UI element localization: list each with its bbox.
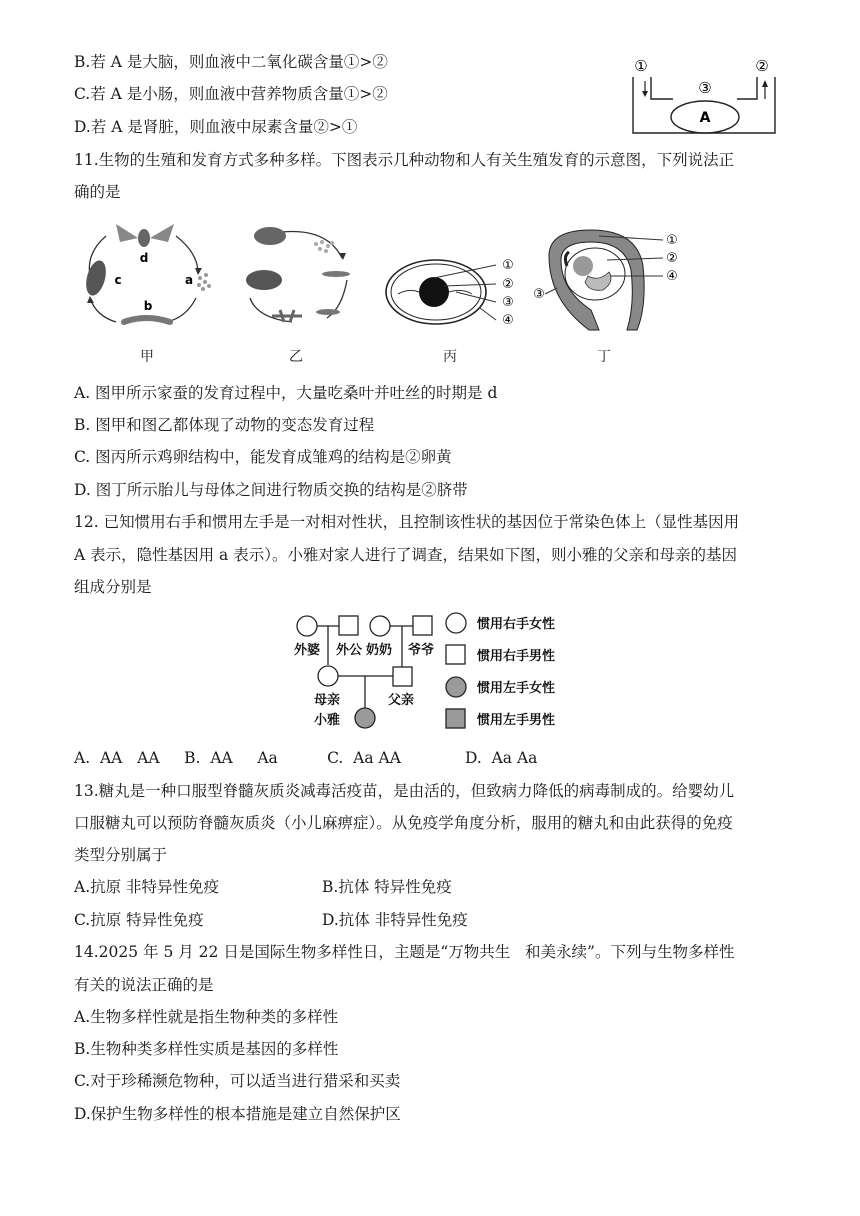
legend-right-handed-male: 惯用右手男性 bbox=[477, 649, 556, 664]
q10-organ-label: A bbox=[699, 110, 711, 126]
fig-jia-label-b: b bbox=[143, 299, 153, 313]
fig-yi-caption: 乙 bbox=[289, 349, 303, 365]
fig-ding-fetus bbox=[533, 226, 693, 341]
q13-stem-line2: 口服糖丸可以预防脊髓灰质炎（小儿麻痹症）。从免疫学角度分析，服用的糖丸和由此获得的免疫 bbox=[74, 814, 733, 832]
fig-jia-silkworm-cycle bbox=[76, 218, 216, 333]
legend-left-handed-male: 惯用左手男性 bbox=[477, 713, 556, 728]
q10-option-d: D.若 A 是肾脏，则血液中尿素含量②>① bbox=[74, 118, 358, 136]
fig-bing-marker-1: ① bbox=[502, 258, 514, 273]
fig-ding-marker-4: ④ bbox=[666, 269, 678, 284]
q11-stem-line1: 11.生物的生殖和发育方式多种多样。下图表示几种动物和人有关生殖发育的示意图，下列说法正 bbox=[74, 151, 735, 169]
q11-option-d: D. 图丁所示胎儿与母体之间进行物质交换的结构是②脐带 bbox=[74, 481, 468, 499]
fig-jia-label-c: c bbox=[114, 273, 122, 287]
fig-ding-marker-2: ② bbox=[666, 251, 678, 266]
q13-stem-line3: 类型分别属于 bbox=[74, 846, 168, 864]
fig-ding-marker-1: ① bbox=[666, 233, 678, 248]
pedigree-label-grandpa-maternal: 外公 bbox=[336, 643, 363, 658]
q10-option-c: C.若 A 是小肠，则血液中营养物质含量①>② bbox=[74, 85, 388, 103]
fig-jia-label-a: a bbox=[184, 273, 194, 287]
q12-stem-line2: A 表示，隐性基因用 a 表示）。小雅对家人进行了调查，结果如下图，则小雅的父亲和母亲的基因 bbox=[74, 546, 737, 564]
q14-option-a: A.生物多样性就是指生物种类的多样性 bbox=[74, 1008, 339, 1026]
q12-pedigree-chart bbox=[290, 608, 580, 738]
q13-option-b: B.抗体 特异性免疫 bbox=[322, 878, 452, 896]
q10-blood-flow-figure bbox=[625, 55, 785, 140]
q14-stem-line1: 14.2025 年 5 月 22 日是国际生物多样性日，主题是“万物共生 和美永续”。下列与生物多样性 bbox=[74, 943, 735, 961]
q14-stem-line2: 有关的说法正确的是 bbox=[74, 976, 214, 994]
fig-bing-caption: 丙 bbox=[443, 349, 457, 365]
fig-bing-marker-3: ③ bbox=[502, 295, 514, 310]
legend-right-handed-female: 惯用右手女性 bbox=[477, 617, 556, 632]
fig-yi-frog-cycle bbox=[232, 218, 362, 333]
pedigree-label-child: 小雅 bbox=[314, 713, 341, 728]
q12-stem-line1: 12. 已知惯用右手和惯用左手是一对相对性状，且控制该性状的基因位于常染色体上（显性基因用 bbox=[74, 513, 740, 531]
fig-bing-marker-2: ② bbox=[502, 277, 514, 292]
fig-jia-caption: 甲 bbox=[140, 349, 154, 365]
pedigree-label-grandpa-paternal: 爷爷 bbox=[408, 643, 435, 658]
pedigree-label-grandma-paternal: 奶奶 bbox=[366, 643, 393, 658]
q14-option-d: D.保护生物多样性的根本措施是建立自然保护区 bbox=[74, 1105, 401, 1123]
q14-option-c: C.对于珍稀濒危物种，可以适当进行猎采和买卖 bbox=[74, 1072, 401, 1090]
fig-bing-egg bbox=[384, 250, 524, 335]
q11-option-b: B. 图甲和图乙都体现了动物的变态发育过程 bbox=[74, 416, 375, 434]
q11-stem-line2: 确的是 bbox=[74, 183, 121, 201]
pedigree-label-father: 父亲 bbox=[388, 693, 415, 708]
fig-bing-marker-4: ④ bbox=[502, 313, 514, 328]
pedigree-label-grandma-maternal: 外婆 bbox=[294, 643, 321, 658]
q13-option-d: D.抗体 非特异性免疫 bbox=[322, 911, 468, 929]
q12-options: A. AA AA B. AA Aa C. Aa AA D. Aa Aa bbox=[74, 749, 538, 767]
fig-ding-caption: 丁 bbox=[597, 349, 611, 365]
q12-stem-line3: 组成分别是 bbox=[74, 578, 152, 596]
pedigree-label-mother: 母亲 bbox=[314, 693, 341, 708]
q10-marker-2: ② bbox=[755, 57, 769, 75]
q10-option-b: B.若 A 是大脑，则血液中二氧化碳含量①>② bbox=[74, 53, 388, 71]
q13-option-a: A.抗原 非特异性免疫 bbox=[74, 878, 220, 896]
q11-option-c: C. 图丙所示鸡卵结构中，能发育成雏鸡的结构是②卵黄 bbox=[74, 448, 452, 466]
q10-marker-3: ③ bbox=[698, 79, 712, 97]
q10-marker-1: ① bbox=[634, 57, 648, 75]
q14-option-b: B.生物种类多样性实质是基因的多样性 bbox=[74, 1040, 339, 1058]
fig-jia-label-d: d bbox=[139, 251, 149, 265]
q13-stem-line1: 13.糖丸是一种口服型脊髓灰质炎减毒活疫苗，是由活的，但致病力降低的病毒制成的。给婴幼儿 bbox=[74, 782, 735, 800]
fig-ding-marker-3: ③ bbox=[533, 287, 545, 302]
legend-left-handed-female: 惯用左手女性 bbox=[477, 681, 556, 696]
q13-option-c: C.抗原 特异性免疫 bbox=[74, 911, 204, 929]
q11-option-a: A. 图甲所示家蚕的发育过程中，大量吃桑叶并吐丝的时期是 d bbox=[74, 384, 498, 402]
